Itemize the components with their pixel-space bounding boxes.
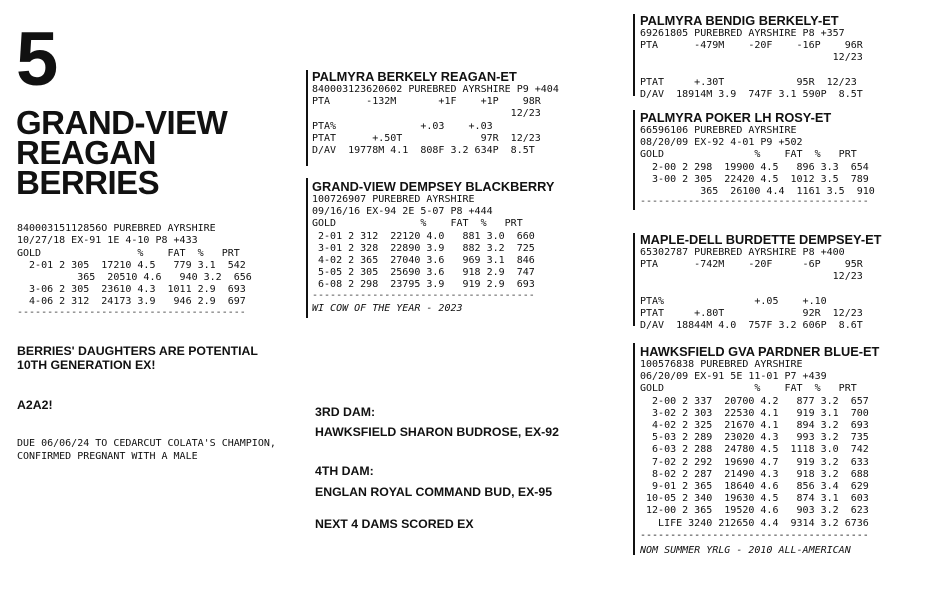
dam-registration: 100726907 PUREBRED AYRSHIRE [312, 194, 475, 205]
record-header: GOLD % FAT % PRT [312, 218, 523, 230]
pedigree-bracket [633, 343, 635, 555]
record-row: 2-00 2 337 20700 4.2 877 3.2 657 [640, 395, 869, 407]
sire-sire-stats [640, 28, 863, 101]
animal-name-line-1: GRAND-VIEW [16, 104, 228, 141]
record-row: 365 20510 4.6 940 3.2 656 [17, 272, 252, 284]
dam-sire-stats [640, 247, 882, 332]
sire-ptat: PTAT +.50T 97R 12/23 [312, 132, 541, 144]
ptat-line: PTAT +.80T 92R 12/23 [640, 308, 863, 319]
fourth-dam-name: ENGLAN ROYAL COMMAND BUD, EX-95 [315, 485, 553, 499]
sire-pta-date: 12/23 [312, 108, 541, 120]
dav-line: D/AV 18844M 4.0 757F 3.2 606P 8.6T [640, 320, 863, 332]
dam-sire-name: MAPLE-DELL BURDETTE DEMPSEY-ET [640, 232, 882, 247]
sire-name: PALMYRA BERKELY REAGAN-ET [312, 69, 517, 84]
record-row: 9-01 2 365 18640 4.6 856 3.4 629 [640, 481, 869, 493]
third-dam-label: 3RD DAM: [315, 405, 376, 419]
record-row: 3-02 2 303 22530 4.1 919 3.1 700 [640, 407, 869, 419]
classification-line: 10/27/18 EX-91 1E 4-10 P8 +433 [17, 235, 198, 247]
record-row: 3-00 2 305 22420 4.5 1012 3.5 789 [640, 173, 869, 185]
registration-line: 65302787 PUREBRED AYRSHIRE P8 +400 [640, 247, 845, 258]
lot-records [17, 211, 252, 329]
record-row: 2-01 2 312 22120 4.0 881 3.0 660 [312, 230, 535, 242]
pedigree-bracket [306, 70, 308, 166]
next-dams-note: NEXT 4 DAMS SCORED EX [315, 517, 474, 531]
record-row: 6-03 2 288 24780 4.5 1118 3.0 742 [640, 444, 869, 456]
dam-stats [312, 194, 554, 300]
pedigree-bracket [306, 178, 308, 318]
record-row: 12-00 2 365 19520 4.6 903 3.2 623 [640, 505, 869, 517]
record-row: 3-01 2 328 22890 3.9 882 3.2 725 [312, 242, 535, 254]
animal-name [16, 104, 228, 201]
sire-sire-name: PALMYRA BENDIG BERKELY-ET [640, 13, 839, 28]
spacer [640, 65, 863, 77]
pta-date-line: 12/23 [640, 52, 863, 64]
record-row: 5-03 2 289 23020 4.3 993 3.2 735 [640, 432, 869, 444]
sire-block [312, 69, 559, 157]
ptat-line: PTAT +.30T 95R 12/23 [640, 76, 857, 88]
sire-pta: PTA -132M +1F +1P 98R [312, 96, 541, 108]
sire-sire-block [640, 13, 863, 101]
animal-name-line-3: BERRIES [16, 164, 160, 201]
spacer [640, 284, 882, 296]
record-row: 10-05 2 340 19630 4.5 874 3.1 603 [640, 493, 869, 505]
pta-line: PTA -479M -20F -16P 96R [640, 40, 863, 52]
dam-dam-name: HAWKSFIELD GVA PARDNER BLUE-ET [640, 344, 880, 359]
pedigree-bracket [633, 14, 635, 96]
record-row: 2-00 2 298 19900 4.5 896 3.3 654 [640, 161, 869, 173]
record-row: 4-02 2 365 27040 3.6 969 3.1 846 [312, 255, 535, 267]
sire-dam-block [640, 110, 875, 206]
classification-line: 08/20/09 EX-92 4-01 P9 +502 [640, 137, 803, 149]
dam-dam-award: NOM SUMMER YRLG - 2010 ALL-AMERICAN [640, 545, 851, 557]
sire-dam-name: PALMYRA POKER LH ROSY-ET [640, 110, 832, 125]
dam-classification: 09/16/16 EX-94 2E 5-07 P8 +444 [312, 206, 493, 218]
divider: -------------------------------------- [640, 196, 869, 208]
animal-name-line-2: REAGAN [16, 134, 157, 171]
lot-number: 5 [16, 17, 58, 102]
sire-dam-stats [640, 125, 875, 206]
dam-sire-block [640, 232, 882, 332]
registration-line: 69261805 PUREBRED AYRSHIRE P8 +357 [640, 28, 845, 39]
a2-note: A2A2! [17, 398, 53, 412]
record-row: 6-08 2 298 23795 3.9 919 2.9 693 [312, 279, 535, 291]
record-row: 7-02 2 292 19690 4.7 919 3.2 633 [640, 456, 869, 468]
registration-line: 84000315112856O PUREBRED AYRSHIRE [17, 223, 216, 235]
registration-line: 66596106 PUREBRED AYRSHIRE [640, 125, 797, 136]
record-row: LIFE 3240 212650 4.4 9314 3.2 6736 [640, 517, 869, 529]
pedigree-bracket [633, 233, 635, 326]
pedigree-bracket [633, 110, 635, 210]
lifetime-row: -------------------------------------- [640, 529, 869, 541]
record-row: 8-02 2 287 21490 4.3 918 3.2 688 [640, 468, 869, 480]
record-row: 5-05 2 305 25690 3.6 918 2.9 747 [312, 267, 535, 279]
divider: ------------------------------------- [312, 289, 535, 301]
record-row: 4-02 2 325 21670 4.1 894 3.2 693 [640, 420, 869, 432]
record-row: 2-01 2 305 17210 4.5 779 3.1 542 [17, 259, 246, 271]
divider: -------------------------------------- [17, 306, 246, 318]
record-row: 4-06 2 312 24173 3.9 946 2.9 697 [17, 296, 246, 308]
sire-stats [312, 84, 559, 157]
due-note: DUE 06/06/24 TO CEDARCUT COLATA'S CHAMPION, CONFIRMED PREGNANT WITH A MALE [17, 438, 276, 462]
sire-pta-percent: PTA% +.03 +.03 [312, 120, 493, 132]
pta-percent-line: PTA% +.05 +.10 [640, 295, 827, 307]
dam-block [312, 179, 554, 315]
record-header: GOLD % FAT % PRT [640, 149, 857, 161]
third-dam-name: HAWKSFIELD SHARON BUDROSE, EX-92 [315, 425, 559, 439]
pta-line: PTA -742M -20F -6P 95R [640, 259, 863, 271]
pta-date-line: 12/23 [640, 271, 863, 283]
dam-dam-block [640, 344, 879, 557]
record-header: GOLD % FAT % PRT [17, 247, 240, 259]
dam-name: GRAND-VIEW DEMPSEY BLACKBERRY [312, 179, 555, 194]
dam-dam-stats [640, 359, 879, 542]
record-row: 3-06 2 305 23610 4.3 1011 2.9 693 [17, 284, 246, 296]
record-row: 365 26100 4.4 1161 3.5 910 [640, 186, 875, 198]
daughters-note: BERRIES' DAUGHTERS ARE POTENTIAL 10TH GENERATION EX! [17, 344, 258, 372]
sire-registration: 840003123620602 PUREBRED AYRSHIRE P9 +404 [312, 84, 559, 95]
fourth-dam-label: 4TH DAM: [315, 464, 374, 478]
registration-line: 100576838 PUREBRED AYRSHIRE [640, 359, 803, 370]
dav-line: D/AV 18914M 3.9 747F 3.1 590P 8.5T [640, 89, 863, 100]
classification-line: 06/20/09 EX-91 5E 11-01 P7 +439 [640, 371, 827, 383]
record-header: GOLD % FAT % PRT [640, 383, 857, 395]
sire-dav: D/AV 19778M 4.1 808F 3.2 634P 8.5T [312, 145, 535, 157]
dam-award: WI COW OF THE YEAR - 2023 [312, 302, 463, 314]
